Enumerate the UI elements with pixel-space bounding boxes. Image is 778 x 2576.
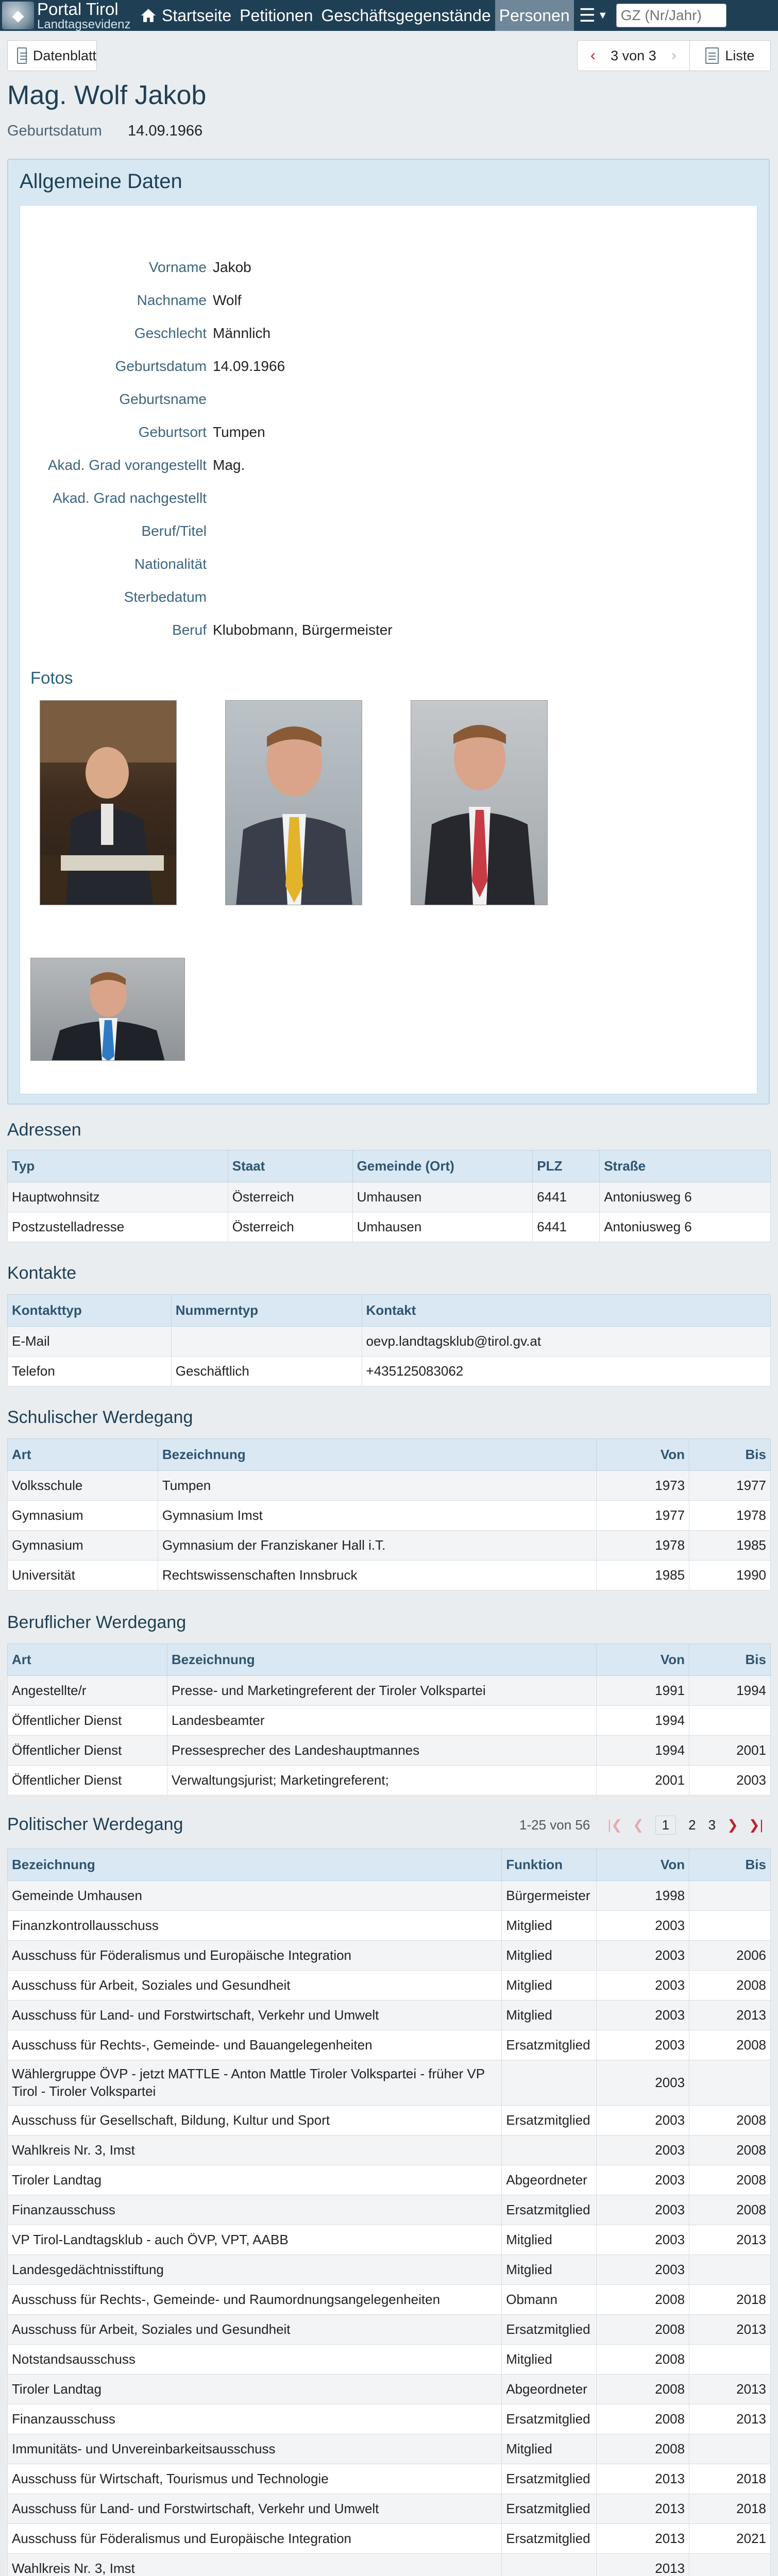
table-header-row: Typ Staat Gemeinde (Ort) PLZ Straße: [8, 1150, 771, 1182]
next-page-icon[interactable]: ❯: [727, 1817, 738, 1833]
page-2-button[interactable]: 2: [688, 1817, 696, 1833]
table-row: Öffentlicher Dienst Landesbeamter 1994: [8, 1706, 771, 1736]
schulischer-werdegang-title: Schulischer Werdegang: [7, 1408, 193, 1427]
field-geburtsort: Geburtsort Tumpen: [138, 424, 265, 440]
geburtsdatum-label: Geburtsdatum: [7, 123, 102, 139]
table-row: Finanzausschuss Ersatzmitglied 2003 2008: [8, 2195, 771, 2225]
table-row: E-Mail oevp.landtagsklub@tirol.gv.at: [8, 1327, 771, 1357]
table-row: Ausschuss für Arbeit, Soziales und Gesundheit Ersatzmitglied 2008 2013: [8, 2315, 771, 2345]
prev-record-button[interactable]: ‹: [590, 47, 596, 64]
field-geschlecht: Geschlecht Männlich: [134, 325, 271, 341]
liste-button[interactable]: Liste: [689, 41, 770, 71]
table-row: Wahlkreis Nr. 3, Imst 2013: [8, 2554, 771, 2576]
field-nachname: Nachname Wolf: [137, 292, 242, 308]
hamburger-icon: ☰: [579, 5, 596, 26]
field-beruf-titel: Beruf/Titel: [141, 523, 207, 539]
table-row: Ausschuss für Rechts-, Gemeinde- und Bauangelegenheiten Ersatzmitglied 2003 2008: [8, 2030, 771, 2060]
politischer-werdegang-title: Politischer Werdegang: [7, 1815, 183, 1834]
field-geburtsdatum: Geburtsdatum 14.09.1966: [115, 358, 285, 374]
table-row: Tiroler Landtag Abgeordneter 2008 2013: [8, 2375, 771, 2404]
kontakte-table: [7, 1294, 771, 1386]
brand-title: Portal Tirol: [37, 0, 119, 19]
table-row: Ausschuss für Wirtschaft, Tourismus und Technologie Ersatzmitglied 2013 2018: [8, 2464, 771, 2494]
beruflicher-werdegang-title: Beruflicher Werdegang: [7, 1613, 187, 1632]
person-photo-1[interactable]: [40, 700, 177, 905]
table-row: Wählergruppe ÖVP - jetzt MATTLE - Anton Mattle Tiroler Volkspartei - früher VP Tirol - Tiroler Volkspartei 2003: [8, 2060, 771, 2106]
fotos-title: Fotos: [30, 668, 73, 687]
table-row: Hauptwohnsitz Österreich Umhausen 6441 Antoniusweg 6: [8, 1182, 771, 1212]
table-row: Ausschuss für Föderalismus und Europäische Integration Ersatzmitglied 2013 2021: [8, 2524, 771, 2554]
nav-startseite[interactable]: Startseite: [135, 0, 235, 31]
person-photo-2[interactable]: [225, 700, 362, 905]
datenblatt-button[interactable]: Datenblatt: [7, 40, 97, 71]
table-row: Ausschuss für Land- und Forstwirtschaft, Verkehr und Umwelt Mitglied 2003 2013: [8, 2001, 771, 2030]
table-row: Ausschuss für Gesellschaft, Bildung, Kultur und Sport Ersatzmitglied 2003 2008: [8, 2106, 771, 2136]
last-page-icon[interactable]: ❯|: [748, 1817, 764, 1833]
table-row: Finanzkontrollausschuss Mitglied 2003: [8, 1911, 771, 1941]
table-row: VP Tirol-Landtagsklub - auch ÖVP, VPT, AABB Mitglied 2003 2013: [8, 2225, 771, 2255]
politik-pager-top: 1-25 von 56 |❮ ❮ 1 2 3 ❯ ❯|: [519, 1816, 768, 1835]
allgemeine-daten-title: Allgemeine Daten: [20, 170, 182, 193]
table-row: Öffentlicher Dienst Verwaltungsjurist; Marketingreferent; 2001 2003: [8, 1766, 771, 1795]
table-row: Notstandsausschuss Mitglied 2008: [8, 2345, 771, 2375]
person-photo-3[interactable]: [411, 700, 548, 905]
top-navbar: [0, 0, 778, 31]
document-icon: [17, 47, 27, 64]
field-nationalitaet: Nationalität: [134, 556, 207, 572]
field-geburtsname: Geburtsname: [119, 391, 207, 407]
adressen-table: [7, 1150, 771, 1242]
nav-petitionen[interactable]: Petitionen: [240, 6, 313, 25]
page-1-button[interactable]: 1: [655, 1816, 676, 1835]
page-3-button[interactable]: 3: [708, 1817, 716, 1833]
list-document-icon: [705, 47, 719, 64]
table-row: Immunitäts- und Unvereinbarkeitsausschuss Mitglied 2008: [8, 2434, 771, 2464]
field-akad-grad-vorangestellt: Akad. Grad vorangestellt Mag.: [47, 457, 245, 473]
first-page-icon[interactable]: |❮: [607, 1817, 622, 1833]
home-icon: [139, 7, 158, 24]
record-position: 3 von 3: [611, 47, 656, 63]
field-beruf: Beruf Klubobmann, Bürgermeister: [172, 622, 393, 638]
adressen-title: Adressen: [7, 1120, 81, 1140]
geburtsdatum-value: 14.09.1966: [128, 123, 203, 139]
person-photo-4[interactable]: [30, 958, 185, 1061]
nav-geschaeftsgegenstaende[interactable]: Geschäftsgegenstände: [321, 6, 491, 25]
table-row: Ausschuss für Arbeit, Soziales und Gesundheit Mitglied 2003 2008: [8, 1971, 771, 2001]
brand[interactable]: [0, 0, 135, 31]
prev-page-icon[interactable]: ❮: [632, 1817, 644, 1833]
politischer-werdegang-table: [7, 1849, 771, 2576]
table-row: Universität Rechtswissenschaften Innsbruck 1985 1990: [8, 1561, 771, 1590]
nav-personen[interactable]: Personen: [495, 0, 574, 31]
kontakte-title: Kontakte: [7, 1263, 77, 1283]
table-row: Wahlkreis Nr. 3, Imst 2003 2008: [8, 2136, 771, 2165]
allgemeine-daten-panel: [7, 159, 770, 1105]
table-row: Postzustelladresse Österreich Umhausen 6441 Antoniusweg 6: [8, 1212, 771, 1242]
table-row: Angestellte/r Presse- und Marketingreferent der Tiroler Volkspartei 1991 1994: [8, 1676, 771, 1706]
field-vorname: Vorname Jakob: [148, 259, 251, 275]
beruflicher-werdegang-table: [7, 1643, 771, 1795]
person-name: Mag. Wolf Jakob: [7, 80, 207, 110]
brand-subtitle: Landtagsevidenz: [37, 17, 131, 31]
table-row: Gemeinde Umhausen Bürgermeister 1998: [8, 1881, 771, 1911]
table-header-row: Bezeichnung Funktion Von Bis: [8, 1849, 771, 1881]
table-row: Telefon Geschäftlich +435125083062: [8, 1357, 771, 1386]
field-sterbedatum: Sterbedatum: [124, 589, 207, 605]
table-row: Finanzausschuss Ersatzmitglied 2008 2013: [8, 2404, 771, 2434]
table-row: Gymnasium Gymnasium der Franziskaner Hall i.T. 1978 1985: [8, 1531, 771, 1561]
table-row: Ausschuss für Rechts-, Gemeinde- und Raumordnungsangelegenheiten Obmann 2008 2018: [8, 2285, 771, 2315]
table-row: Öffentlicher Dienst Pressesprecher des Landeshauptmannes 1994 2001: [8, 1736, 771, 1766]
next-record-button[interactable]: ›: [671, 47, 677, 64]
table-row: Tiroler Landtag Abgeordneter 2003 2008: [8, 2165, 771, 2195]
table-header-row: Art Bezeichnung Von Bis: [8, 1439, 771, 1471]
tirol-eagle-logo: ◆: [2, 2, 34, 29]
nav-menu-toggle[interactable]: [574, 0, 613, 31]
field-akad-grad-nachgestellt: Akad. Grad nachgestellt: [53, 490, 207, 506]
table-row: Ausschuss für Föderalismus und Europäische Integration Mitglied 2003 2006: [8, 1941, 771, 1971]
schulischer-werdegang-table: [7, 1438, 771, 1590]
table-header-row: Art Bezeichnung Von Bis: [8, 1644, 771, 1676]
table-row: Ausschuss für Land- und Forstwirtschaft, Verkehr und Umwelt Ersatzmitglied 2013 2018: [8, 2494, 771, 2524]
table-header-row: Kontakttyp Nummerntyp Kontakt: [8, 1295, 771, 1327]
table-row: Gymnasium Gymnasium Imst 1977 1978: [8, 1501, 771, 1531]
record-pager: [577, 40, 771, 71]
record-toolbar: [0, 37, 778, 76]
caret-down-icon: ▼: [597, 9, 608, 21]
table-row: Landesgedächtnisstiftung Mitglied 2003: [8, 2255, 771, 2285]
gz-search-input[interactable]: [616, 4, 726, 27]
table-row: Volksschule Tumpen 1973 1977: [8, 1471, 771, 1501]
allgemeine-daten-body: [20, 205, 757, 1094]
